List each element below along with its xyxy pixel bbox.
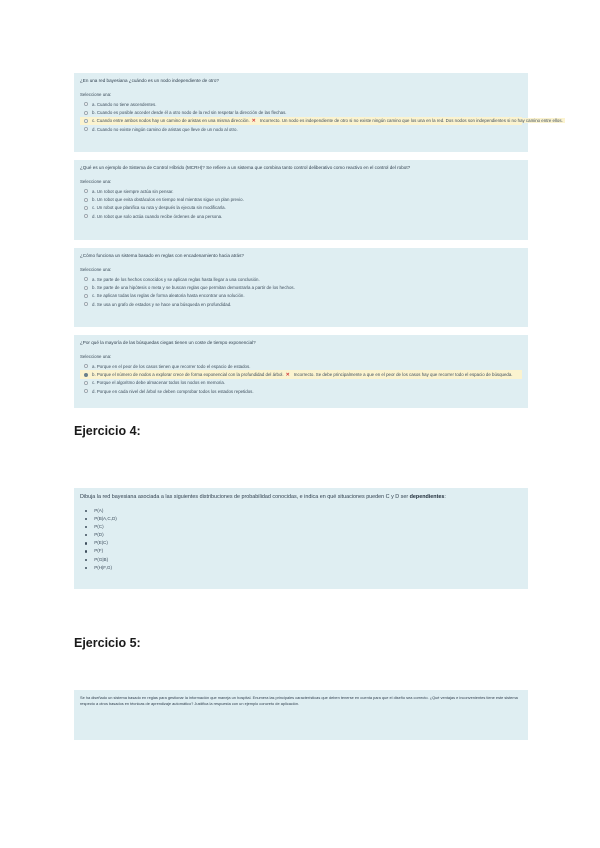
option-label: c. Un robot que planifica su ruta y después la ejecuta sin modificarla. (92, 205, 226, 211)
radio-button[interactable] (84, 381, 88, 385)
exercise-4-box (74, 488, 528, 589)
option-label: d. Se usa un grafo de estados y se hace una búsqueda en profundidad. (92, 301, 232, 307)
exercise-4-title: Ejercicio 4: (74, 424, 141, 438)
bullet-icon (85, 567, 87, 569)
radio-button[interactable] (84, 206, 88, 210)
option-c[interactable] (80, 292, 522, 300)
radio-button[interactable] (84, 389, 88, 393)
option-d[interactable] (80, 212, 522, 220)
list-item: P(B|A,C,D) (80, 515, 522, 523)
list-item: P(G|B) (80, 556, 522, 564)
list-item: P(C) (80, 523, 522, 531)
exercise-5-title: Ejercicio 5: (74, 636, 141, 650)
radio-button[interactable] (84, 102, 88, 106)
question-text: ¿Cómo funciona un sistema basado en reglas con encadenamiento hacia atrás? (80, 253, 244, 258)
select-label: Seleccione una: (80, 92, 112, 97)
option-label: a. Porque en el peor de los casos tienen que recorrer todo el espacio de estados. (92, 363, 251, 369)
list-item: P(F) (80, 547, 522, 555)
option-c[interactable] (80, 117, 563, 125)
option-label: d. Porque en cada nivel del árbol se deben comprobar todos los estados repetidos. (92, 388, 254, 394)
option-d[interactable] (80, 300, 522, 308)
feedback-text: Incorrecto. Un nodo es independiente de otro si no existe ningún camino que los una en la red. Dos nodos son independientes si no hay camino entre ellos. (259, 118, 563, 124)
option-label: a. Un robot que siempre actúa sin pensar. (92, 188, 174, 194)
radio-button[interactable] (84, 189, 88, 193)
radio-button[interactable] (84, 286, 88, 290)
bullet-icon (85, 550, 87, 552)
option-a[interactable] (80, 275, 522, 283)
option-label: b. Se parte de una hipótesis o meta y se buscan reglas que permitan demostrarla a partir de los hechos. (92, 285, 295, 291)
radio-button[interactable] (84, 119, 88, 123)
option-c[interactable] (80, 379, 522, 387)
option-b[interactable] (80, 108, 522, 116)
option-label: b. Porque el número de nodos a explorar crece de forma exponencial con la profundidad del árbol. (92, 372, 284, 378)
question-box-1 (74, 73, 563, 152)
radio-button[interactable] (84, 111, 88, 115)
incorrect-x-icon: ✕ (285, 371, 290, 378)
option-label: d. Un robot que solo actúa cuando recibe órdenes de una persona. (92, 213, 223, 219)
select-label: Seleccione una: (80, 354, 112, 359)
list-item: P(E|C) (80, 539, 522, 547)
option-b[interactable] (80, 283, 522, 291)
option-c[interactable] (80, 204, 522, 212)
option-a[interactable] (80, 100, 522, 108)
radio-button[interactable] (84, 198, 88, 202)
radio-button[interactable] (84, 294, 88, 298)
exercise-5-box (74, 690, 528, 740)
question-box-3 (74, 248, 528, 327)
option-label: c. Se aplican todas las reglas de forma aleatoria hasta encontrar una solución. (92, 293, 245, 299)
bullet-icon (85, 534, 87, 536)
option-d[interactable] (80, 125, 522, 133)
distribution-list (80, 507, 522, 572)
option-label: c. Cuando entre ambos nodos hay un camino de aristas en una misma dirección. (92, 118, 250, 124)
radio-button[interactable] (84, 214, 88, 218)
option-a[interactable] (80, 362, 522, 370)
bullet-icon (85, 542, 87, 544)
bullet-icon (85, 518, 87, 520)
radio-button[interactable] (84, 277, 88, 281)
option-label: d. Cuando no existe ningún camino de aristas que lleve de un nodo al otro. (92, 126, 238, 132)
question-box-2 (74, 160, 528, 240)
radio-button[interactable] (84, 364, 88, 368)
question-box-4 (74, 335, 528, 408)
question-text: ¿Por qué la mayoría de las búsquedas ciegas tienen un coste de tiempo exponencial? (80, 340, 256, 345)
radio-button[interactable] (84, 127, 88, 131)
option-label: c. Porque el algoritmo debe almacenar todos los nodos en memoria. (92, 380, 226, 386)
exercise-4-statement: Dibuja la red bayesiana asociada a las siguientes distribuciones de probabilidad conocidas, e indica en qué situaciones pueden C y D ser dependientes: (80, 494, 446, 500)
select-label: Seleccione una: (80, 267, 112, 272)
exercise-5-text: Se ha diseñado un sistema basado en reglas para gestionar la información que maneja un hospital. Enumera las principales características que deben tenerse en cuenta para que el diseño sea correcto. ¿Qué ventajas e inconvenientes tiene este sistema respecto a otros basados en técnicas de aprendizaje automático? Justifica la respuesta con un ejemplo concreto de aplicación. (80, 695, 518, 706)
statement-bold: dependientes (409, 494, 445, 500)
list-item: P(H|F,G) (80, 564, 522, 572)
bullet-icon (85, 510, 87, 512)
bullet-icon (85, 526, 87, 528)
question-text: ¿En una red bayesiana ¿cuándo es un nodo independiente de otro? (80, 78, 219, 83)
incorrect-x-icon: ✕ (251, 117, 256, 124)
option-label: b. Cuando es posible acceder desde él a otro nodo de la red sin respetar la dirección de las flechas. (92, 110, 287, 116)
option-d[interactable] (80, 387, 522, 395)
option-label: a. Se parte de los hechos conocidos y se aplican reglas hasta llegar a una conclusión. (92, 276, 260, 282)
radio-button-selected[interactable] (84, 373, 88, 377)
question-text: ¿Qué es un ejemplo de Sistema de Control Híbrido (MCRH)? Se refiere a un sistema que combina tanto control deliberativo como reactivo en el control del robot? (80, 165, 411, 170)
option-b[interactable] (80, 195, 522, 203)
option-label: a. Cuando no tiene ascendentes. (92, 101, 157, 107)
select-label: Seleccione una: (80, 179, 112, 184)
list-item: P(A) (80, 507, 522, 515)
feedback-text: Incorrecto. Se debe principalmente a que en el peor de los casos hay que recorrer todo el espacio de búsqueda. (293, 372, 513, 378)
option-label: b. Un robot que evita obstáculos en tiempo real mientras sigue un plan previo. (92, 197, 244, 203)
radio-button[interactable] (84, 302, 88, 306)
option-a[interactable] (80, 187, 522, 195)
list-item: P(D) (80, 531, 522, 539)
bullet-icon (85, 559, 87, 561)
option-b[interactable] (80, 370, 522, 378)
